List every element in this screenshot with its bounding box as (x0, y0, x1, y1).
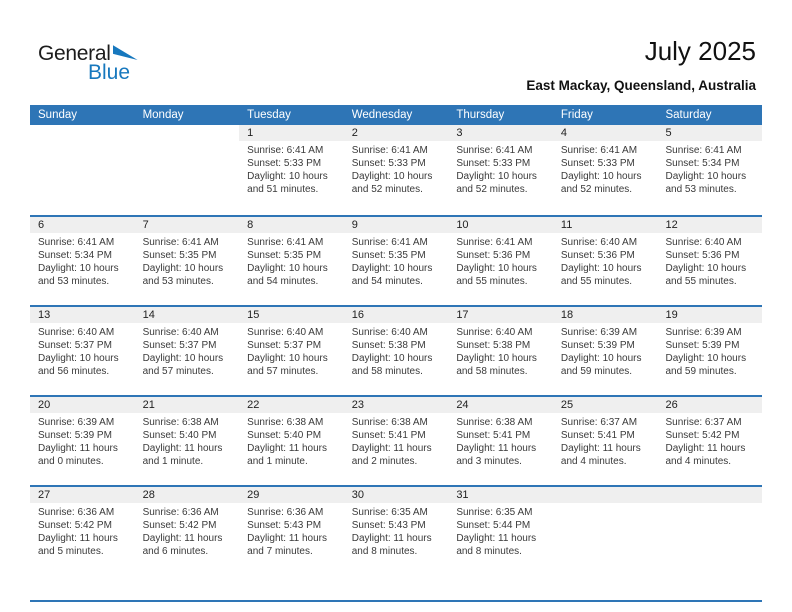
day-details (553, 141, 658, 196)
day-detail-line: and 53 minutes. (142, 276, 214, 287)
day-detail-line: Daylight: 11 hours (38, 443, 118, 454)
day-detail-line: Sunrise: 6:38 AM (142, 417, 219, 428)
day-detail-line: Sunset: 5:42 PM (665, 430, 740, 441)
day-detail-line: Daylight: 11 hours (351, 533, 432, 544)
day-detail-line: Sunset: 5:44 PM (456, 520, 531, 531)
day-cell-2 (344, 125, 449, 215)
day-cell-12 (657, 217, 762, 305)
day-detail-line: Sunrise: 6:41 AM (456, 145, 533, 156)
calendar-header-row (30, 105, 762, 125)
day-detail-line: Daylight: 11 hours (38, 533, 118, 544)
day-detail-line: and 57 minutes. (247, 366, 319, 377)
day-detail-line: Daylight: 10 hours (665, 171, 747, 182)
day-details (344, 503, 449, 558)
day-detail-line: Sunrise: 6:36 AM (142, 507, 219, 518)
day-detail-line: Sunset: 5:34 PM (665, 158, 740, 169)
day-details (657, 413, 762, 468)
day-detail-line: Daylight: 11 hours (247, 533, 328, 544)
day-number: 21 (135, 397, 240, 413)
day-number: 16 (344, 307, 449, 323)
day-detail-line: Sunrise: 6:35 AM (456, 507, 533, 518)
day-details (657, 323, 762, 378)
day-header-monday: Monday (142, 109, 184, 121)
day-details (344, 233, 449, 288)
week-row-4 (30, 395, 762, 485)
day-cell-empty (30, 125, 135, 215)
day-details (30, 503, 135, 558)
day-detail-line: and 53 minutes. (38, 276, 110, 287)
day-number: 1 (239, 125, 344, 141)
day-cell-27 (30, 487, 135, 575)
day-details (553, 323, 658, 378)
footer-divider (30, 600, 762, 602)
day-number: 24 (448, 397, 553, 413)
day-detail-line: and 51 minutes. (247, 184, 319, 195)
week-row-3 (30, 305, 762, 395)
day-cell-empty (135, 125, 240, 215)
day-number: 27 (30, 487, 135, 503)
day-details (135, 141, 240, 144)
day-detail-line: Sunrise: 6:41 AM (665, 145, 742, 156)
day-detail-line: Sunrise: 6:39 AM (665, 327, 742, 338)
day-detail-line: Sunset: 5:33 PM (456, 158, 531, 169)
day-details (553, 413, 658, 468)
day-detail-line: Sunset: 5:35 PM (247, 250, 322, 261)
day-detail-line: Sunrise: 6:41 AM (38, 237, 115, 248)
day-cell-4 (553, 125, 658, 215)
day-number: 14 (135, 307, 240, 323)
day-header-friday: Friday (560, 109, 593, 121)
day-number: 23 (344, 397, 449, 413)
day-number: 11 (553, 217, 658, 233)
day-details (448, 503, 553, 558)
day-detail-line: and 54 minutes. (247, 276, 319, 287)
day-detail-line: Daylight: 10 hours (351, 353, 433, 364)
day-detail-line: and 54 minutes. (351, 276, 423, 287)
day-detail-line: and 52 minutes. (560, 184, 633, 195)
day-detail-line: Sunrise: 6:40 AM (560, 237, 638, 248)
day-detail-line: Sunrise: 6:39 AM (38, 417, 115, 428)
day-details (344, 413, 449, 468)
day-detail-line: and 0 minutes. (38, 456, 104, 467)
day-detail-line: Sunset: 5:41 PM (560, 430, 635, 441)
day-detail-line: Sunrise: 6:38 AM (351, 417, 428, 428)
day-header-thursday: Thursday (456, 109, 505, 121)
week-row-1 (30, 125, 762, 215)
logo-general-label: General (38, 42, 111, 65)
day-detail-line: Sunset: 5:35 PM (142, 250, 217, 261)
day-cell-3 (448, 125, 553, 215)
day-detail-line: Daylight: 10 hours (38, 263, 119, 274)
day-detail-line: and 59 minutes. (560, 366, 633, 377)
day-detail-line: and 55 minutes. (560, 276, 633, 287)
day-number: 19 (657, 307, 762, 323)
day-details (135, 503, 240, 558)
day-detail-line: Sunset: 5:43 PM (351, 520, 426, 531)
day-detail-line: and 52 minutes. (351, 184, 423, 195)
page-subtitle: East Mackay, Queensland, Australia (526, 78, 756, 93)
day-cell-11 (553, 217, 658, 305)
day-cell-14 (135, 307, 240, 395)
day-cell-24 (448, 397, 553, 485)
day-number: 28 (135, 487, 240, 503)
day-details (448, 141, 553, 196)
day-detail-line: Sunset: 5:33 PM (247, 158, 322, 169)
day-number: 20 (30, 397, 135, 413)
day-detail-line: Sunset: 5:42 PM (38, 520, 112, 531)
day-detail-line: Daylight: 10 hours (142, 263, 224, 274)
day-number: 18 (553, 307, 658, 323)
day-number: 15 (239, 307, 344, 323)
day-details (239, 141, 344, 196)
day-detail-line: Sunset: 5:41 PM (456, 430, 531, 441)
logo (38, 42, 138, 85)
day-details (448, 323, 553, 378)
day-header-sunday: Sunday (38, 109, 78, 121)
day-detail-line: Daylight: 10 hours (456, 353, 537, 364)
day-cell-10 (448, 217, 553, 305)
day-detail-line: and 58 minutes. (456, 366, 528, 377)
day-detail-line: Sunrise: 6:40 AM (351, 327, 428, 338)
day-cell-empty (553, 487, 658, 575)
day-detail-line: Sunrise: 6:36 AM (247, 507, 324, 518)
day-detail-line: Daylight: 10 hours (456, 263, 537, 274)
day-detail-line: Daylight: 10 hours (247, 171, 328, 182)
day-details (30, 413, 135, 468)
day-detail-line: Sunset: 5:40 PM (247, 430, 322, 441)
day-cell-23 (344, 397, 449, 485)
day-detail-line: Daylight: 11 hours (456, 443, 537, 454)
day-cell-29 (239, 487, 344, 575)
day-detail-line: Sunrise: 6:39 AM (560, 327, 638, 338)
day-details (239, 233, 344, 288)
day-number: 22 (239, 397, 344, 413)
day-details (30, 323, 135, 378)
day-detail-line: Sunset: 5:39 PM (665, 340, 740, 351)
day-detail-line: and 4 minutes. (665, 456, 732, 467)
day-number: 5 (657, 125, 762, 141)
day-detail-line: Sunrise: 6:38 AM (247, 417, 324, 428)
day-detail-line: Sunset: 5:41 PM (351, 430, 426, 441)
day-cell-5 (657, 125, 762, 215)
day-detail-line: and 56 minutes. (38, 366, 110, 377)
day-details (239, 413, 344, 468)
day-detail-line: Sunrise: 6:37 AM (560, 417, 638, 428)
day-cell-empty (657, 487, 762, 575)
day-detail-line: Daylight: 10 hours (665, 353, 747, 364)
day-cell-1 (239, 125, 344, 215)
day-details (553, 503, 658, 506)
day-detail-line: Sunset: 5:33 PM (560, 158, 635, 169)
day-detail-line: Sunrise: 6:36 AM (38, 507, 115, 518)
day-detail-line: Daylight: 11 hours (142, 443, 223, 454)
day-detail-line: Sunrise: 6:40 AM (38, 327, 115, 338)
day-detail-line: Sunrise: 6:41 AM (351, 237, 428, 248)
day-number: 10 (448, 217, 553, 233)
day-cell-28 (135, 487, 240, 575)
day-number: 29 (239, 487, 344, 503)
day-detail-line: Sunset: 5:35 PM (351, 250, 426, 261)
day-detail-line: Daylight: 10 hours (351, 171, 433, 182)
day-detail-line: Sunset: 5:43 PM (247, 520, 322, 531)
day-detail-line: Sunrise: 6:40 AM (665, 237, 742, 248)
day-detail-line: Daylight: 11 hours (560, 443, 641, 454)
day-details (344, 323, 449, 378)
logo-triangle-icon (113, 45, 138, 60)
week-row-5 (30, 485, 762, 575)
day-detail-line: and 5 minutes. (38, 546, 104, 557)
day-detail-line: and 1 minute. (142, 456, 204, 467)
day-detail-line: Sunrise: 6:37 AM (665, 417, 742, 428)
day-detail-line: Sunset: 5:39 PM (560, 340, 635, 351)
day-cell-8 (239, 217, 344, 305)
day-detail-line: and 59 minutes. (665, 366, 737, 377)
day-number-blank (657, 487, 762, 503)
day-detail-line: Daylight: 11 hours (351, 443, 432, 454)
day-number: 31 (448, 487, 553, 503)
day-detail-line: and 57 minutes. (142, 366, 214, 377)
day-details (657, 233, 762, 288)
day-detail-line: Daylight: 11 hours (142, 533, 223, 544)
day-cell-9 (344, 217, 449, 305)
day-number: 7 (135, 217, 240, 233)
day-detail-line: and 4 minutes. (560, 456, 627, 467)
day-detail-line: Daylight: 10 hours (560, 353, 642, 364)
day-number: 2 (344, 125, 449, 141)
day-detail-line: Sunrise: 6:40 AM (456, 327, 533, 338)
day-cell-22 (239, 397, 344, 485)
day-detail-line: and 6 minutes. (142, 546, 209, 557)
day-detail-line: Daylight: 10 hours (665, 263, 747, 274)
day-cell-7 (135, 217, 240, 305)
day-detail-line: Sunrise: 6:35 AM (351, 507, 428, 518)
day-detail-line: Sunrise: 6:41 AM (456, 237, 533, 248)
day-detail-line: Daylight: 10 hours (560, 171, 642, 182)
day-detail-line: and 55 minutes. (665, 276, 737, 287)
day-details (30, 141, 135, 144)
day-detail-line: Sunset: 5:34 PM (38, 250, 112, 261)
day-cell-31 (448, 487, 553, 575)
day-detail-line: Sunset: 5:38 PM (456, 340, 531, 351)
day-cell-18 (553, 307, 658, 395)
day-details (344, 141, 449, 196)
day-cell-6 (30, 217, 135, 305)
day-cell-17 (448, 307, 553, 395)
day-cell-16 (344, 307, 449, 395)
day-detail-line: Sunrise: 6:40 AM (142, 327, 219, 338)
day-detail-line: and 55 minutes. (456, 276, 528, 287)
day-details (135, 413, 240, 468)
day-details (135, 323, 240, 378)
day-number-blank (30, 125, 135, 141)
day-detail-line: Sunrise: 6:40 AM (247, 327, 324, 338)
logo-blue-label: Blue (88, 61, 131, 84)
day-detail-line: Sunset: 5:37 PM (142, 340, 217, 351)
day-detail-line: Sunrise: 6:41 AM (351, 145, 428, 156)
day-cell-20 (30, 397, 135, 485)
day-detail-line: Sunset: 5:36 PM (456, 250, 531, 261)
day-detail-line: Sunrise: 6:41 AM (560, 145, 638, 156)
day-detail-line: and 3 minutes. (456, 456, 522, 467)
day-cell-26 (657, 397, 762, 485)
day-number: 25 (553, 397, 658, 413)
day-number-blank (553, 487, 658, 503)
day-detail-line: and 52 minutes. (456, 184, 528, 195)
day-detail-line: Sunrise: 6:41 AM (247, 145, 324, 156)
day-header-saturday: Saturday (665, 109, 712, 121)
day-cell-15 (239, 307, 344, 395)
day-number: 4 (553, 125, 658, 141)
day-details (239, 323, 344, 378)
day-details (657, 141, 762, 196)
day-number: 26 (657, 397, 762, 413)
day-detail-line: and 7 minutes. (247, 546, 313, 557)
day-details (135, 233, 240, 288)
day-detail-line: Daylight: 10 hours (456, 171, 537, 182)
day-details (553, 233, 658, 288)
day-number: 3 (448, 125, 553, 141)
day-detail-line: and 8 minutes. (351, 546, 418, 557)
day-detail-line: Daylight: 10 hours (247, 263, 328, 274)
day-cell-13 (30, 307, 135, 395)
day-detail-line: Sunset: 5:42 PM (142, 520, 217, 531)
day-detail-line: Sunrise: 6:41 AM (247, 237, 324, 248)
day-detail-line: Sunset: 5:36 PM (665, 250, 740, 261)
week-row-2 (30, 215, 762, 305)
day-cell-21 (135, 397, 240, 485)
day-details (239, 503, 344, 558)
day-details (30, 233, 135, 288)
day-number: 12 (657, 217, 762, 233)
day-detail-line: Daylight: 10 hours (351, 263, 433, 274)
day-number-blank (135, 125, 240, 141)
day-cell-25 (553, 397, 658, 485)
day-number: 17 (448, 307, 553, 323)
day-detail-line: Sunset: 5:36 PM (560, 250, 635, 261)
day-detail-line: Daylight: 11 hours (665, 443, 746, 454)
day-detail-line: Sunset: 5:40 PM (142, 430, 217, 441)
day-detail-line: Sunrise: 6:41 AM (142, 237, 219, 248)
day-detail-line: Sunrise: 6:38 AM (456, 417, 533, 428)
calendar-body (30, 125, 762, 575)
day-number: 6 (30, 217, 135, 233)
day-detail-line: Daylight: 10 hours (38, 353, 119, 364)
day-detail-line: Daylight: 10 hours (247, 353, 328, 364)
day-detail-line: Sunset: 5:37 PM (247, 340, 322, 351)
day-header-tuesday: Tuesday (247, 109, 291, 121)
day-details (657, 503, 762, 506)
day-detail-line: Daylight: 11 hours (247, 443, 328, 454)
day-header-wednesday: Wednesday (351, 109, 413, 121)
day-number: 9 (344, 217, 449, 233)
day-detail-line: Sunset: 5:33 PM (351, 158, 426, 169)
day-detail-line: and 58 minutes. (351, 366, 423, 377)
day-detail-line: and 8 minutes. (456, 546, 522, 557)
day-number: 30 (344, 487, 449, 503)
day-detail-line: Daylight: 10 hours (560, 263, 642, 274)
day-number: 8 (239, 217, 344, 233)
page-title: July 2025 (644, 36, 756, 66)
day-number: 13 (30, 307, 135, 323)
day-detail-line: Sunset: 5:37 PM (38, 340, 112, 351)
day-cell-30 (344, 487, 449, 575)
day-detail-line: and 53 minutes. (665, 184, 737, 195)
day-detail-line: Daylight: 11 hours (456, 533, 537, 544)
day-detail-line: Sunset: 5:39 PM (38, 430, 112, 441)
calendar-table (30, 105, 762, 575)
day-detail-line: and 1 minute. (247, 456, 308, 467)
day-cell-19 (657, 307, 762, 395)
day-details (448, 233, 553, 288)
day-detail-line: Sunset: 5:38 PM (351, 340, 426, 351)
day-details (448, 413, 553, 468)
day-detail-line: and 2 minutes. (351, 456, 418, 467)
day-detail-line: Daylight: 10 hours (142, 353, 224, 364)
